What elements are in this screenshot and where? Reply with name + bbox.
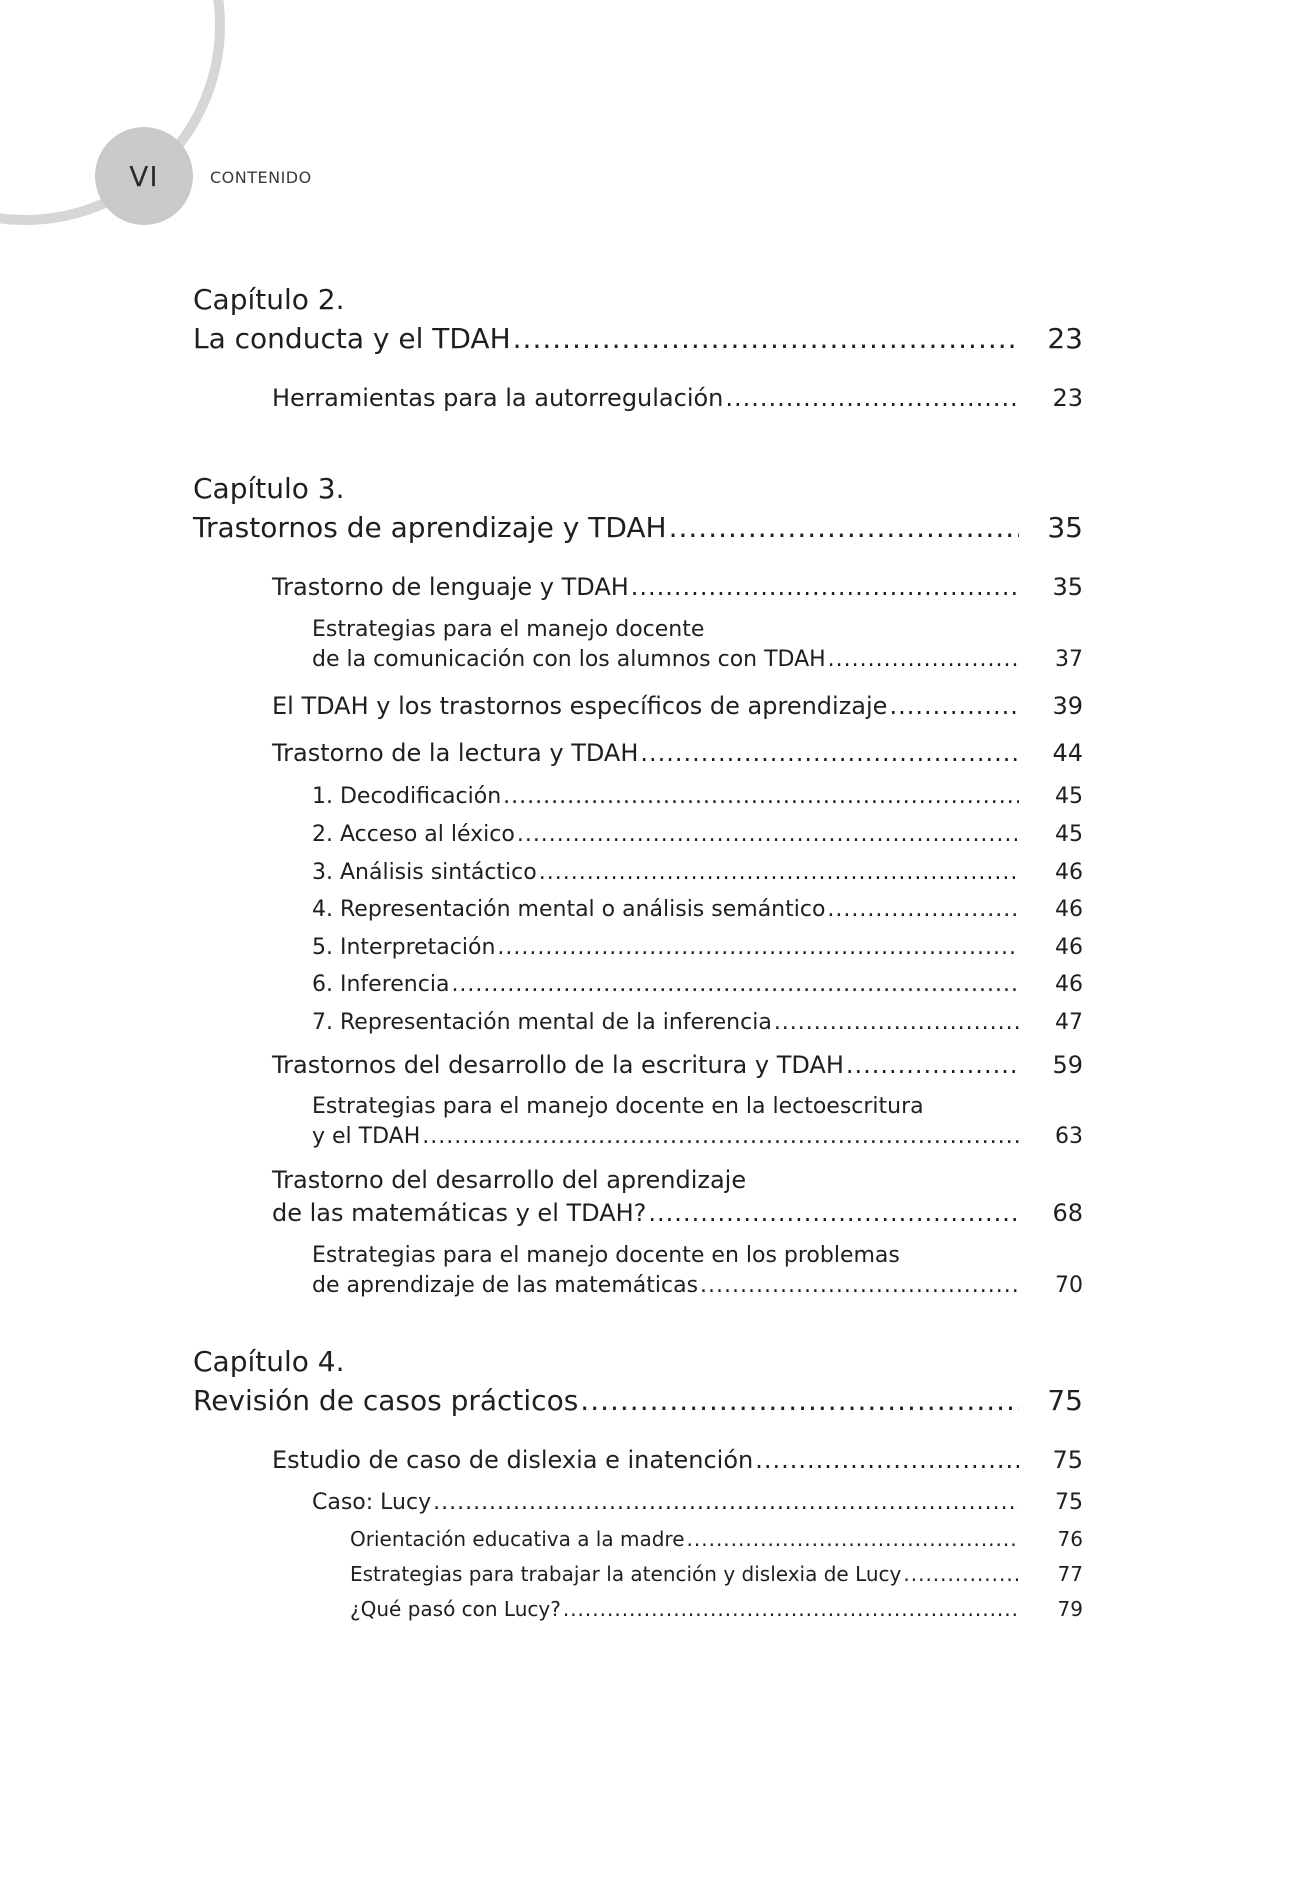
toc-entry[interactable] — [312, 1124, 1083, 1149]
dot-leader — [755, 1446, 1019, 1474]
toc-entry-page: 70 — [1055, 1273, 1083, 1298]
toc-entry-title: de las matemáticas y el TDAH? — [272, 1199, 647, 1227]
toc-entry-page: 37 — [1055, 647, 1083, 672]
dot-leader — [687, 1527, 1019, 1551]
toc-entry-title: Orientación educativa a la madre — [350, 1527, 685, 1551]
dot-leader — [563, 1597, 1019, 1621]
dot-leader — [631, 573, 1019, 601]
page-number-badge — [95, 127, 193, 225]
toc-entry[interactable] — [272, 739, 1083, 767]
dot-leader — [580, 1384, 1019, 1417]
toc-entry-line1: Estrategias para el manejo docente — [312, 617, 705, 642]
toc-entry[interactable] — [272, 1051, 1083, 1079]
toc-entry-page: 46 — [1055, 972, 1083, 997]
toc-entry-line1: Trastorno del desarrollo del aprendizaje — [272, 1166, 747, 1194]
chapter-4-label: Capítulo 4. — [193, 1345, 345, 1378]
toc-entry-page: 46 — [1055, 860, 1083, 885]
toc-entry[interactable] — [350, 1527, 1083, 1551]
running-head: CONTENIDO — [210, 168, 312, 187]
toc-entry-page: 63 — [1055, 1124, 1083, 1149]
toc-entry-page: 45 — [1055, 784, 1083, 809]
page-number: VI — [129, 159, 159, 193]
toc-entry-line1: Estrategias para el manejo docente en los problemas — [312, 1243, 900, 1268]
toc-entry-title: Estudio de caso de dislexia e inatención — [272, 1446, 754, 1474]
chapter-2-label: Capítulo 2. — [193, 283, 345, 316]
toc-entry[interactable] — [312, 784, 1083, 809]
toc-entry-title: Herramientas para la autorregulación — [272, 384, 724, 412]
dot-leader — [725, 384, 1019, 412]
dot-leader — [903, 1562, 1019, 1586]
dot-leader — [640, 739, 1019, 767]
toc-entry-page: 45 — [1055, 822, 1083, 847]
dot-leader — [433, 1490, 1019, 1515]
toc-entry-title: Trastorno de lenguaje y TDAH — [272, 573, 629, 601]
toc-entry-chapter-2[interactable] — [193, 322, 1083, 355]
toc-entry-page: 35 — [1047, 511, 1083, 544]
toc-entry-page: 77 — [1057, 1562, 1083, 1586]
dot-leader — [669, 511, 1019, 544]
toc-entry[interactable] — [312, 647, 1083, 672]
toc-entry[interactable] — [312, 897, 1083, 922]
toc-entry[interactable] — [272, 1446, 1083, 1474]
toc-entry[interactable] — [312, 1273, 1083, 1298]
toc-entry[interactable] — [272, 692, 1083, 720]
toc-entry-page: 35 — [1052, 573, 1083, 601]
toc-entry-page: 68 — [1052, 1199, 1083, 1227]
toc-entry-page: 79 — [1057, 1597, 1083, 1621]
toc-entry-title: 4. Representación mental o análisis semántico — [312, 897, 826, 922]
toc-entry-line1: Estrategias para el manejo docente en la lectoescritura — [312, 1094, 924, 1119]
toc-entry[interactable] — [312, 972, 1083, 997]
dot-leader — [846, 1051, 1019, 1079]
dot-leader — [517, 822, 1019, 847]
toc-entry[interactable] — [272, 1199, 1083, 1227]
toc-entry-chapter-3[interactable] — [193, 511, 1083, 544]
toc-entry-title: Trastorno de la lectura y TDAH — [272, 739, 639, 767]
toc-entry[interactable] — [272, 384, 1083, 412]
toc-entry-title: Trastornos del desarrollo de la escritura y TDAH — [272, 1051, 844, 1079]
toc-entry-page: 23 — [1052, 384, 1083, 412]
toc-entry-title: Estrategias para trabajar la atención y dislexia de Lucy — [350, 1562, 902, 1586]
toc-entry[interactable] — [312, 822, 1083, 847]
toc-entry-title: 3. Análisis sintáctico — [312, 860, 537, 885]
chapter-3-label: Capítulo 3. — [193, 472, 345, 505]
toc-entry-page: 23 — [1047, 322, 1083, 355]
toc-entry-page: 75 — [1052, 1446, 1083, 1474]
dot-leader — [774, 1010, 1019, 1035]
toc-entry[interactable] — [312, 935, 1083, 960]
toc-entry-title: y el TDAH — [312, 1124, 421, 1149]
dot-leader — [497, 935, 1019, 960]
dot-leader — [539, 860, 1019, 885]
toc-entry-page: 44 — [1052, 739, 1083, 767]
toc-entry-title: 7. Representación mental de la inferencia — [312, 1010, 772, 1035]
toc-entry-page: 76 — [1057, 1527, 1083, 1551]
toc-entry-title: 5. Interpretación — [312, 935, 496, 960]
toc-entry-title: 2. Acceso al léxico — [312, 822, 515, 847]
toc-entry-title: Revisión de casos prácticos — [193, 1384, 579, 1417]
toc-entry-title: Trastornos de aprendizaje y TDAH — [193, 511, 667, 544]
toc-entry[interactable] — [312, 860, 1083, 885]
toc-entry-title: El TDAH y los trastornos específicos de aprendizaje — [272, 692, 888, 720]
toc-entry-title: Caso: Lucy — [312, 1490, 432, 1515]
toc-entry-page: 47 — [1055, 1010, 1083, 1035]
toc-entry[interactable] — [350, 1597, 1083, 1621]
dot-leader — [889, 692, 1019, 720]
toc-entry[interactable] — [350, 1562, 1083, 1586]
dot-leader — [700, 1273, 1019, 1298]
dot-leader — [513, 322, 1019, 355]
dot-leader — [648, 1199, 1019, 1227]
dot-leader — [451, 972, 1019, 997]
toc-entry-page: 39 — [1052, 692, 1083, 720]
toc-entry-title: de aprendizaje de las matemáticas — [312, 1273, 699, 1298]
dot-leader — [503, 784, 1019, 809]
toc-entry-page: 59 — [1052, 1051, 1083, 1079]
toc-entry-page: 75 — [1047, 1384, 1083, 1417]
toc-entry-title: 6. Inferencia — [312, 972, 450, 997]
dot-leader — [422, 1124, 1019, 1149]
toc-entry-title: La conducta y el TDAH — [193, 322, 511, 355]
toc-entry-title: 1. Decodificación — [312, 784, 502, 809]
toc-entry-page: 75 — [1055, 1490, 1083, 1515]
dot-leader — [827, 897, 1019, 922]
toc-entry-title: de la comunicación con los alumnos con TDAH — [312, 647, 826, 672]
toc-entry-title: ¿Qué pasó con Lucy? — [350, 1597, 561, 1621]
toc-entry-chapter-4[interactable] — [193, 1384, 1083, 1417]
toc-entry-page: 46 — [1055, 897, 1083, 922]
dot-leader — [828, 647, 1019, 672]
toc-entry-page: 46 — [1055, 935, 1083, 960]
toc-entry[interactable] — [272, 573, 1083, 601]
toc-entry[interactable] — [312, 1490, 1083, 1515]
toc-entry[interactable] — [312, 1010, 1083, 1035]
